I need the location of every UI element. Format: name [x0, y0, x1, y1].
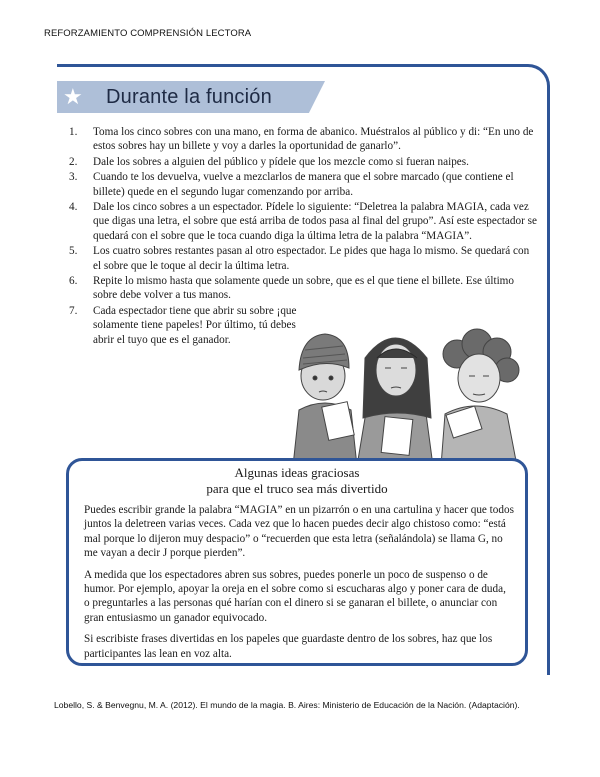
step-text: Dale los sobres a alguien del público y pídele que los mezcle como si fueran naipes.	[93, 155, 469, 168]
list-item: 3. Cuando te los devuelva, vuelve a mezclarlos de manera que el sobre marcado (que contiene el billete) quede en el segundo lugar comenzando por arriba.	[69, 171, 514, 198]
step-text: Los cuatro sobres restantes pasan al otro espectador. Le pides que haga lo mismo. Se quedará con el sobre que le toque al decir la última letra.	[93, 245, 530, 272]
tip-paragraph: Puedes escribir grande la palabra “MAGIA” en un pizarrón o en una cartulina y hacer que todos juntos la deletreen varias veces. Cada vez que lo hacen puedes decir algo chistoso como: “está mal porque lo dijeron muy despacio” o “recuerden que esta letra (señalándola) se llama G, no me vayan a decir J porque pierden”.	[84, 504, 514, 560]
step-text: Cuando te los devuelva, vuelve a mezclarlos de manera que el sobre marcado (que contiene el billete) quede en el segundo lugar comenzando por arriba.	[93, 171, 514, 198]
tip-paragraph: A medida que los espectadores abren sus sobres, puedes ponerle un poco de suspenso o de humor. Por ejemplo, apoyar la oreja en el sobre como si escucharas algo y poner cara de duda, o preguntarles a las personas qué harían con el dinero si se ganaran el billete, o anunciar con gran entusiasmo un ganador equivocado.	[84, 568, 506, 624]
list-item: 5. Los cuatro sobres restantes pasan al otro espectador. Le pides que haga lo mismo. Se quedará con el sobre que le toque al decir la última letra.	[69, 245, 530, 272]
star-icon: ★	[63, 84, 83, 109]
list-item: 2. Dale los sobres a alguien del público y pídele que los mezcle como si fueran naipes.	[69, 155, 469, 168]
step-text: Cada espectador tiene que abrir su sobre ¡que solamente tiene papeles! Por último, tú debes abrir el tuyo que es el ganador.	[93, 304, 297, 346]
list-item: 7. Cada espectador tiene que abrir su sobre ¡que solamente tiene papeles! Por último, tú debes abrir el tuyo que es el ganador.	[69, 304, 297, 346]
list-item: 6. Repite lo mismo hasta que solamente quede un sobre, que es el que tiene el billete. Ese último sobre debe volver a tus manos.	[69, 275, 514, 302]
instruction-list	[69, 125, 537, 348]
section-title: Durante la función	[106, 86, 272, 108]
spectator-left-figure	[293, 334, 357, 466]
tip-paragraph: Si escribiste frases divertidas en los papeles que guardaste dentro de los sobres, haz que los participantes las lean en voz alta.	[84, 633, 493, 660]
list-item: 4. Dale los cinco sobres a un espectador. Pídele lo siguiente: “Deletrea la palabra MAGIA, cada vez que digas una letra, el sobre que está arriba de todos pasa al final del grupo”. Así este espectador se quedará con el sobre que le toca cuando diga la última letra de la palabra “MAGIA”.	[69, 201, 537, 242]
page-header: REFORZAMIENTO COMPRENSIÓN LECTORA	[44, 28, 252, 39]
step-text: Dale los cinco sobres a un espectador. Pídele lo siguiente: “Deletrea la palabra MAGIA, cada vez que digas una letra, el sobre que está arriba de todos pasa al final del grupo”. Así este espectador se quedará con el sobre que le toca cuando diga la última letra de la palabra “MAGIA”.	[93, 201, 537, 242]
spectator-right-figure	[441, 329, 519, 466]
list-item: 1. Toma los cinco sobres con una mano, en forma de abanico. Muéstralos al público y di: “En uno de estos sobres hay un billete y voy a darles la oportunidad de ganarlo”.	[69, 126, 534, 153]
spectator-middle-figure	[357, 338, 433, 466]
step-text: Repite lo mismo hasta que solamente quede un sobre, que es el que tiene el billete. Ese último sobre debe volver a tus manos.	[93, 275, 514, 302]
citation: Lobello, S. & Benvegnu, M. A. (2012). El mundo de la magia. B. Aires: Ministerio de Educación de la Nación. (Adaptación).	[54, 700, 520, 710]
step-text: Toma los cinco sobres con una mano, en forma de abanico. Muéstralos al público y di: “En uno de estos sobres hay un billete y voy a darles la oportunidad de ganarlo”.	[93, 126, 534, 153]
tips-title: Algunas ideas graciosas para que el truco sea más divertido	[206, 465, 388, 496]
three-spectators-illustration	[285, 318, 525, 466]
tips-body	[84, 503, 514, 668]
